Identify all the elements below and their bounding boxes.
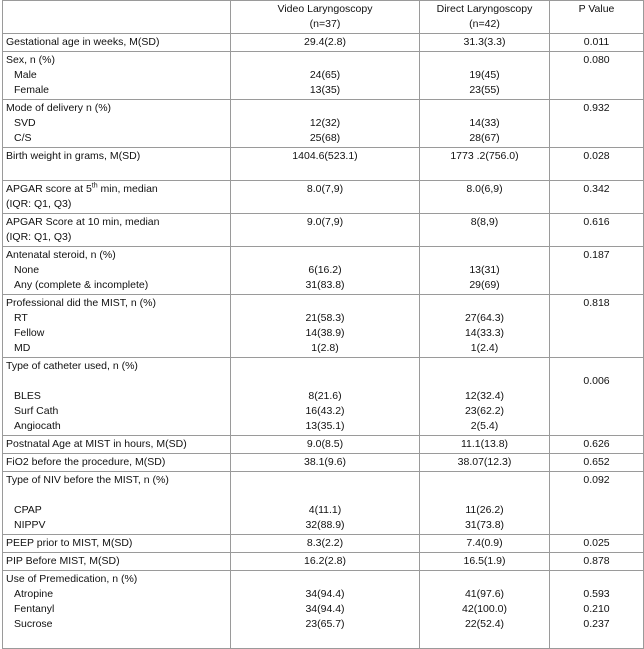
subcategory-label: NIPPV (14, 519, 46, 531)
subcategory-label: Fellow (14, 327, 45, 339)
table-row (3, 553, 644, 571)
variable-label: Antenatal steroid, n (%) (6, 249, 116, 261)
row-label (3, 295, 231, 358)
p-value-line: 0.342 (583, 183, 610, 195)
direct-value-line: 16.5(1.9) (463, 555, 506, 567)
table-row (3, 535, 644, 553)
subcategory-label: (IQR: Q1, Q3) (6, 198, 72, 210)
row-label (3, 436, 231, 454)
direct-value-line: 28(67) (469, 132, 500, 144)
table-row (3, 34, 644, 52)
direct-value-line (423, 488, 546, 503)
p-value (550, 454, 644, 472)
direct-value-line: 14(33) (469, 117, 500, 129)
direct-value-line: 27(64.3) (464, 312, 505, 324)
variable-label: Use of Premedication, n (%) (6, 573, 138, 585)
subcategory-label: BLES (14, 390, 41, 402)
table-row (3, 181, 644, 214)
video-value (231, 247, 420, 295)
video-value-line: 16.2(2.8) (303, 555, 347, 567)
p-value (550, 52, 644, 100)
video-value (231, 436, 420, 454)
variable-label: Mode of delivery n (%) (6, 102, 112, 114)
direct-value-line: 7.4(0.9) (466, 537, 503, 549)
p-value-line: 0.593 (583, 588, 610, 600)
video-value (231, 52, 420, 100)
table-row (3, 52, 644, 100)
header-pvalue: P Value (550, 1, 644, 34)
video-value-line: 13(35.1) (305, 420, 345, 432)
video-value-line: 32(88.9) (305, 519, 345, 531)
direct-value (420, 436, 550, 454)
variable-label: Professional did the MIST, n (%) (6, 297, 156, 309)
video-value (231, 472, 420, 535)
direct-value-line (423, 164, 546, 179)
subcategory-label: Angiocath (14, 420, 61, 432)
row-label (3, 472, 231, 535)
subcategory-label: Any (complete & incomplete) (14, 279, 149, 291)
video-value-line (234, 230, 416, 245)
p-value-line (553, 572, 640, 587)
direct-value (420, 571, 550, 649)
direct-value-line: 42(100.0) (462, 603, 507, 615)
direct-value (420, 52, 550, 100)
table-row (3, 214, 644, 247)
table-row (3, 436, 644, 454)
video-value (231, 148, 420, 181)
subcategory-label: Male (14, 69, 37, 81)
video-value (231, 454, 420, 472)
video-value-line: 6(16.2) (308, 264, 342, 276)
variable-label: Type of NIV before the MIST, n (%) (6, 474, 169, 486)
p-value (550, 436, 644, 454)
row-label (3, 358, 231, 436)
subcategory-label: MD (14, 342, 31, 354)
header-variable (3, 1, 231, 34)
subcategory-label (6, 488, 227, 503)
video-value-line (234, 296, 416, 311)
direct-value-line: 29(69) (469, 279, 500, 291)
video-value-line (234, 488, 416, 503)
video-value-line: 9.0(8.5) (306, 438, 344, 450)
p-value-line: 0.626 (583, 438, 610, 450)
direct-value-line (423, 632, 546, 647)
p-value-line: 0.237 (583, 618, 610, 630)
p-value-line: 0.878 (583, 555, 610, 567)
direct-value-line (423, 359, 546, 374)
header-direct-n: (n=42) (469, 18, 500, 30)
direct-value-line: 11(26.2) (465, 504, 504, 516)
subcategory-label (6, 164, 227, 179)
video-value (231, 181, 420, 214)
direct-value-line: 38.07(12.3) (457, 456, 512, 468)
p-value (550, 358, 644, 436)
video-value-line: 13(35) (309, 84, 341, 96)
direct-value-line: 1(2.4) (470, 342, 499, 354)
direct-value-line: 1773 .2(756.0) (450, 150, 519, 162)
direct-value-line (423, 296, 546, 311)
subcategory-label: RT (14, 312, 28, 324)
p-value-line: 0.818 (583, 297, 610, 309)
p-value (550, 100, 644, 148)
video-value-line (234, 632, 416, 647)
header-video-n: (n=37) (309, 18, 341, 30)
direct-value-line (423, 197, 546, 212)
p-value-line: 0.092 (583, 474, 610, 486)
variable-label: Gestational age in weeks, M(SD) (6, 36, 160, 48)
video-value-line (234, 53, 416, 68)
video-value-line (234, 197, 416, 212)
direct-value (420, 247, 550, 295)
comparison-table (2, 0, 644, 649)
p-value-line: 0.616 (583, 216, 610, 228)
table-row (3, 358, 644, 436)
variable-label: PEEP prior to MIST, M(SD) (6, 537, 133, 549)
video-value-line: 12(32) (309, 117, 341, 129)
video-value (231, 214, 420, 247)
row-label (3, 214, 231, 247)
p-value (550, 553, 644, 571)
direct-value (420, 214, 550, 247)
video-value-line (234, 101, 416, 116)
direct-value-line: 19(45) (469, 69, 500, 81)
direct-value-line (423, 473, 546, 488)
direct-value-line (423, 53, 546, 68)
direct-value-line: 23(62.2) (464, 405, 505, 417)
video-value (231, 535, 420, 553)
subcategory-label: CPAP (14, 504, 42, 516)
header-video-title: Video Laryngoscopy (277, 3, 373, 15)
video-value-line (234, 164, 416, 179)
direct-value-line: 31.3(3.3) (463, 36, 506, 48)
subcategory-label: Female (14, 84, 50, 96)
p-value (550, 295, 644, 358)
direct-value-line: 31(73.8) (464, 519, 505, 531)
subcategory-label: Surf Cath (14, 405, 59, 417)
video-value-line (234, 248, 416, 263)
direct-value-line: 23(55) (469, 84, 500, 96)
direct-value (420, 553, 550, 571)
subcategory-label (6, 632, 227, 647)
video-value-line: 8(21.6) (308, 390, 342, 402)
p-value-line: 0.025 (583, 537, 610, 549)
subcategory-label: Atropine (14, 588, 54, 600)
p-value-line: 0.006 (583, 375, 610, 387)
direct-value (420, 472, 550, 535)
row-label (3, 571, 231, 649)
variable-label: Type of catheter used, n (%) (6, 360, 138, 372)
direct-value-line (423, 101, 546, 116)
direct-value-line: 8(8,9) (470, 216, 499, 228)
video-value (231, 34, 420, 52)
table-row (3, 472, 644, 535)
direct-value-line: 13(31) (469, 264, 500, 276)
header-row (3, 1, 644, 34)
video-value-line (234, 473, 416, 488)
video-value-line: 29.4(2.8) (303, 36, 347, 48)
direct-value-line (423, 374, 546, 389)
table-row (3, 100, 644, 148)
row-label (3, 535, 231, 553)
row-label (3, 52, 231, 100)
table-row (3, 295, 644, 358)
video-value-line: 38.1(9.6) (303, 456, 347, 468)
video-value (231, 553, 420, 571)
subcategory-label (6, 374, 227, 389)
p-value (550, 247, 644, 295)
video-value-line: 25(68) (309, 132, 341, 144)
row-label (3, 181, 231, 214)
direct-value-line (423, 230, 546, 245)
direct-value-line: 8.0(6,9) (466, 183, 503, 195)
p-value-line: 0.210 (583, 603, 610, 615)
header-direct-title: Direct Laryngoscopy (436, 3, 533, 15)
table-row (3, 148, 644, 181)
table-row (3, 454, 644, 472)
direct-value (420, 34, 550, 52)
header-direct (420, 1, 550, 34)
direct-value-line: 14(33.3) (464, 327, 505, 339)
video-value (231, 100, 420, 148)
video-value-line: 1404.6(523.1) (292, 150, 358, 162)
direct-value-line (423, 572, 546, 587)
video-value-line (234, 374, 416, 389)
row-label (3, 553, 231, 571)
p-value-line: 0.028 (583, 150, 610, 162)
p-value-line: 0.187 (583, 249, 610, 261)
direct-value-line (423, 248, 546, 263)
video-value-line: 31(83.8) (305, 279, 345, 291)
video-value-line: 24(65) (309, 69, 341, 81)
video-value (231, 571, 420, 649)
variable-label: Postnatal Age at MIST in hours, M(SD) (6, 438, 187, 450)
p-value-line (553, 359, 640, 374)
p-value (550, 214, 644, 247)
direct-value-line: 11.1(13.8) (460, 438, 509, 450)
video-value-line: 1(2.8) (311, 342, 339, 354)
variable-label: APGAR score at 5th min, median (6, 182, 158, 195)
direct-value (420, 454, 550, 472)
video-value-line: 9.0(7,9) (306, 216, 344, 228)
direct-value-line: 2(5.4) (470, 420, 499, 432)
subcategory-label: None (14, 264, 40, 276)
header-video (231, 1, 420, 34)
video-value (231, 295, 420, 358)
p-value (550, 181, 644, 214)
video-value (231, 358, 420, 436)
table-row (3, 247, 644, 295)
row-label (3, 34, 231, 52)
p-value (550, 34, 644, 52)
direct-value (420, 295, 550, 358)
variable-label: Sex, n (%) (6, 54, 56, 66)
subcategory-label: C/S (14, 132, 32, 144)
direct-value-line: 41(97.6) (464, 588, 505, 600)
subcategory-label: SVD (14, 117, 36, 129)
p-value-line (553, 632, 640, 647)
row-label (3, 100, 231, 148)
direct-value (420, 358, 550, 436)
p-value-line: 0.080 (583, 54, 610, 66)
variable-label: FiO2 before the procedure, M(SD) (6, 456, 166, 468)
video-value-line: 23(65.7) (305, 618, 345, 630)
p-value (550, 571, 644, 649)
subcategory-label: Sucrose (14, 618, 53, 630)
row-label (3, 148, 231, 181)
direct-value (420, 535, 550, 553)
p-value-line: 0.652 (583, 456, 610, 468)
direct-value (420, 100, 550, 148)
variable-label: PIP Before MIST, M(SD) (6, 555, 120, 567)
direct-value-line: 22(52.4) (464, 618, 505, 630)
direct-value (420, 148, 550, 181)
subcategory-label: (IQR: Q1, Q3) (6, 231, 72, 243)
video-value-line: 4(11.1) (308, 504, 342, 516)
video-value-line: 14(38.9) (305, 327, 345, 339)
video-value-line: 21(58.3) (305, 312, 345, 324)
direct-value-line: 12(32.4) (464, 390, 505, 402)
video-value-line: 34(94.4) (305, 588, 345, 600)
row-label (3, 454, 231, 472)
row-label (3, 247, 231, 295)
video-value-line (234, 572, 416, 587)
p-value-line: 0.932 (583, 102, 610, 114)
video-value-line: 34(94.4) (305, 603, 345, 615)
direct-value (420, 181, 550, 214)
p-value-line: 0.011 (583, 36, 610, 48)
video-value-line: 8.3(2.2) (306, 537, 344, 549)
video-value-line: 8.0(7,9) (306, 183, 344, 195)
subcategory-label: Fentanyl (14, 603, 55, 615)
variable-label: APGAR Score at 10 min, median (6, 216, 160, 228)
p-value (550, 148, 644, 181)
video-value-line: 16(43.2) (305, 405, 345, 417)
video-value-line (234, 359, 416, 374)
p-value (550, 472, 644, 535)
table-row (3, 571, 644, 649)
p-value (550, 535, 644, 553)
variable-label: Birth weight in grams, M(SD) (6, 150, 141, 162)
